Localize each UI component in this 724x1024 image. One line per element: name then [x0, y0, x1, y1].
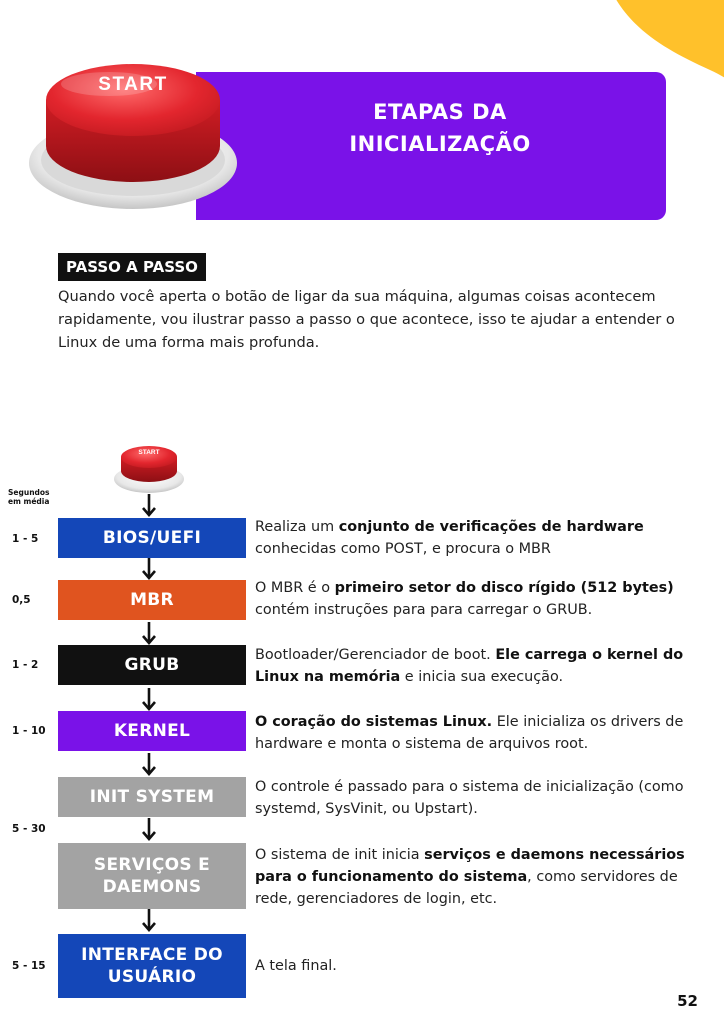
- intro-paragraph: Quando você aperta o botão de ligar da sua máquina, algumas coisas acontecem rapidamente, vou ilustrar passo a passo o que acontece, isso te ajudar a entender o Linux de uma forma mais profunda.: [58, 288, 675, 351]
- page-number: 52: [677, 992, 698, 1010]
- start-button-small: [112, 437, 186, 495]
- stage-box-kernel: [58, 711, 246, 751]
- flow-arrow-down-icon: [140, 753, 158, 777]
- flow-arrow-down-icon: [140, 557, 158, 581]
- seconds-caption: [8, 488, 50, 506]
- flow-arrow-down-icon: [140, 818, 158, 842]
- stage-time: 5 - 15: [12, 960, 46, 972]
- stage-label-line1: SERVIÇOS E: [93, 855, 211, 875]
- page-title-line2: INICIALIZAÇÃO: [349, 132, 531, 156]
- stage-time: 1 - 2: [12, 659, 39, 671]
- stage-description: [255, 644, 715, 688]
- start-small-label: START: [138, 449, 160, 456]
- stage-label: KERNEL: [113, 721, 191, 741]
- seconds-caption-line1: Segundos: [8, 488, 50, 497]
- stage-box-mbr: [58, 580, 246, 620]
- description-text: e inicia sua execução.: [400, 669, 564, 685]
- stage-label: BIOS/UEFI: [102, 528, 202, 548]
- stage-description: [255, 776, 715, 820]
- description-bold-text: primeiro setor do disco rígido (512 bytes): [334, 580, 674, 596]
- description-text: Ele inicializa os drivers de hardware e monta o sistema de arquivos root.: [255, 714, 684, 752]
- stage-box-user-interface: [58, 934, 246, 998]
- flow-arrow-down-icon: [140, 622, 158, 646]
- stage-label-line1: INTERFACE DO: [81, 945, 223, 965]
- description-text: Realiza um: [255, 519, 339, 535]
- seconds-caption-line2: em média: [8, 497, 50, 506]
- description-text: contém instruções para para carregar o GRUB.: [255, 602, 593, 618]
- stage-label: MBR: [130, 590, 174, 610]
- stage-description: [255, 711, 715, 755]
- flow-arrow-down-icon: [140, 688, 158, 712]
- stage-box-services-daemons: [58, 843, 246, 909]
- description-bold-text: conjunto de verificações de hardware: [338, 519, 644, 535]
- description-text: , como servidores de rede, gerenciadores de login, etc.: [255, 869, 678, 907]
- stage-box-bios-uefi: [58, 518, 246, 558]
- stage-time: 1 - 10: [12, 725, 46, 737]
- stage-time: 1 - 5: [12, 533, 39, 545]
- flow-arrow-down-icon: [140, 494, 158, 518]
- stage-box-grub: [58, 645, 246, 685]
- stage-description: [255, 955, 715, 977]
- page-title-line1: ETAPAS DA: [373, 100, 507, 124]
- stage-label-line2: USUÁRIO: [107, 967, 197, 987]
- start-button-label: START: [98, 74, 168, 95]
- description-text: A tela final.: [255, 958, 337, 974]
- stage-description: [255, 844, 715, 910]
- description-bold-text: serviços e daemons necessários para o funcionamento do sistema: [255, 847, 685, 885]
- stage-label: INIT SYSTEM: [89, 787, 215, 807]
- description-text: O MBR é o: [255, 580, 335, 596]
- description-text: conhecidas como POST, e procura o MBR: [255, 541, 551, 557]
- stage-label-line2: DAEMONS: [102, 877, 202, 897]
- stage-description: [255, 516, 715, 560]
- start-button-illustration: [24, 48, 242, 213]
- stage-box-init-system: [58, 777, 246, 817]
- flow-arrow-down-icon: [140, 909, 158, 933]
- stage-time: 0,5: [12, 594, 31, 606]
- stage-label: GRUB: [124, 655, 180, 675]
- description-text: Bootloader/Gerenciador de boot.: [255, 647, 496, 663]
- section-tag: PASSO A PASSO: [58, 253, 206, 281]
- page-title: [320, 96, 560, 160]
- description-bold-text: Ele carrega o kernel do Linux na memória: [255, 647, 684, 685]
- description-bold-text: O coração do sistemas Linux.: [255, 714, 493, 730]
- description-text: O sistema de init inicia: [255, 847, 425, 863]
- stage-time-shared: 5 - 30: [12, 823, 46, 835]
- stage-description: [255, 577, 715, 621]
- description-text: O controle é passado para o sistema de inicialização (como systemd, SysVinit, ou Upstart).: [255, 779, 684, 817]
